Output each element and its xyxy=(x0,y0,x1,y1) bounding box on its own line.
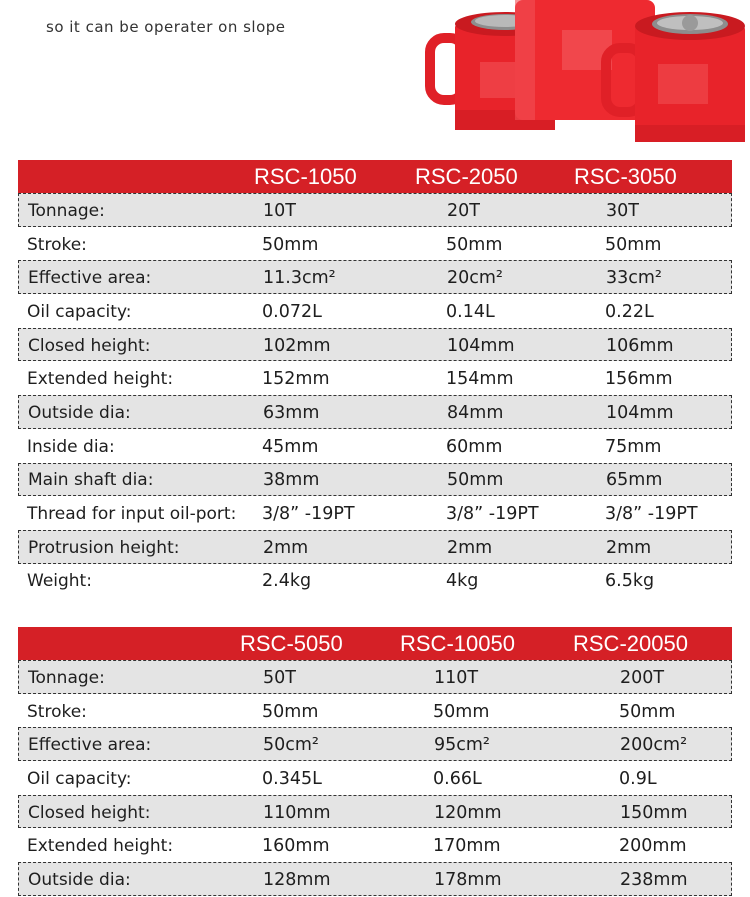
row-label: Effective area: xyxy=(28,268,152,289)
table-row xyxy=(18,862,732,896)
table-row xyxy=(18,260,732,294)
row-value: 2mm xyxy=(606,537,652,558)
row-value: 50mm xyxy=(262,701,319,722)
row-label: Extended height: xyxy=(27,369,174,390)
row-value: 2mm xyxy=(263,537,309,558)
row-value: 30T xyxy=(606,200,639,221)
row-value: 38mm xyxy=(263,470,320,491)
table-row xyxy=(18,328,732,362)
row-value: 50mm xyxy=(446,234,503,255)
row-value: 50mm xyxy=(262,234,319,255)
row-value: 84mm xyxy=(447,402,504,423)
model-header: RSC-5050 xyxy=(240,631,343,656)
row-value: 6.5kg xyxy=(605,571,655,592)
row-label: Main shaft dia: xyxy=(28,470,154,491)
row-label: Stroke: xyxy=(27,701,87,722)
row-value: 128mm xyxy=(263,869,331,890)
table-row xyxy=(18,660,732,694)
row-value: 200cm² xyxy=(620,735,688,756)
row-value: 0.072L xyxy=(262,301,322,322)
row-value: 95cm² xyxy=(434,735,490,756)
table-row xyxy=(18,530,732,564)
row-value: 154mm xyxy=(446,369,514,390)
row-value: 110T xyxy=(434,667,479,688)
row-value: 50mm xyxy=(619,701,676,722)
table-row xyxy=(18,294,732,328)
table-row xyxy=(18,463,732,497)
model-header: RSC-10050 xyxy=(400,631,515,656)
table-row xyxy=(18,496,732,530)
model-header: RSC-2050 xyxy=(415,164,518,189)
row-value: 50mm xyxy=(433,701,490,722)
row-value: 178mm xyxy=(434,869,502,890)
row-label: Closed height: xyxy=(28,335,151,356)
row-value: 160mm xyxy=(262,836,330,857)
row-label: Stroke: xyxy=(27,234,87,255)
row-label: Oil capacity: xyxy=(27,301,132,322)
row-value: 11.3cm² xyxy=(263,268,336,289)
table-row xyxy=(18,795,732,829)
row-label: Outside dia: xyxy=(28,869,131,890)
row-value: 120mm xyxy=(434,802,502,823)
row-value: 200mm xyxy=(619,836,687,857)
table-row xyxy=(18,395,732,429)
row-value: 0.22L xyxy=(605,301,654,322)
model-header: RSC-1050 xyxy=(254,164,357,189)
row-value: 106mm xyxy=(606,335,674,356)
row-value: 45mm xyxy=(262,436,319,457)
row-value: 150mm xyxy=(620,802,688,823)
row-label: Weight: xyxy=(27,571,92,592)
table-row xyxy=(18,761,732,795)
table-row xyxy=(18,361,732,395)
table-row xyxy=(18,564,732,598)
row-value: 104mm xyxy=(606,402,674,423)
row-value: 50mm xyxy=(447,470,504,491)
row-value: 0.14L xyxy=(446,301,495,322)
intro-text: so it can be operater on slope xyxy=(46,18,286,36)
row-value: 156mm xyxy=(605,369,673,390)
row-value: 63mm xyxy=(263,402,320,423)
row-value: 0.66L xyxy=(433,768,482,789)
model-header: RSC-20050 xyxy=(573,631,688,656)
row-value: 238mm xyxy=(620,869,688,890)
row-value: 0.345L xyxy=(262,768,322,789)
table-row xyxy=(18,227,732,261)
table-header xyxy=(18,160,732,193)
row-label: Extended height: xyxy=(27,836,174,857)
row-value: 50T xyxy=(263,667,296,688)
row-value: 20cm² xyxy=(447,268,503,289)
row-value: 3/8” -19PT xyxy=(446,504,539,525)
row-value: 50cm² xyxy=(263,735,319,756)
row-label: Thread for input oil-port: xyxy=(27,504,237,525)
row-label: Outside dia: xyxy=(28,402,131,423)
row-label: Closed height: xyxy=(28,802,151,823)
row-value: 75mm xyxy=(605,436,662,457)
table-row xyxy=(18,193,732,227)
row-value: 2.4kg xyxy=(262,571,312,592)
table-row xyxy=(18,694,732,728)
row-value: 60mm xyxy=(446,436,503,457)
row-value: 104mm xyxy=(447,335,515,356)
row-value: 102mm xyxy=(263,335,331,356)
spec-table-2 xyxy=(18,627,732,896)
row-value: 2mm xyxy=(447,537,493,558)
row-label: Tonnage: xyxy=(28,667,105,688)
row-value: 50mm xyxy=(605,234,662,255)
row-value: 170mm xyxy=(433,836,501,857)
row-label: Oil capacity: xyxy=(27,768,132,789)
row-value: 3/8” -19PT xyxy=(605,504,698,525)
row-label: Protrusion height: xyxy=(28,537,180,558)
row-label: Effective area: xyxy=(28,735,152,756)
row-value: 20T xyxy=(447,200,480,221)
table-row xyxy=(18,828,732,862)
model-header: RSC-3050 xyxy=(574,164,677,189)
row-label: Tonnage: xyxy=(28,200,105,221)
row-value: 0.9L xyxy=(619,768,657,789)
spec-table-1 xyxy=(18,160,732,597)
table-row xyxy=(18,429,732,463)
hydraulic-cylinder-jack-image xyxy=(410,0,750,150)
row-value: 152mm xyxy=(262,369,330,390)
row-value: 10T xyxy=(263,200,296,221)
row-label: Inside dia: xyxy=(27,436,115,457)
row-value: 3/8” -19PT xyxy=(262,504,355,525)
row-value: 4kg xyxy=(446,571,479,592)
row-value: 110mm xyxy=(263,802,331,823)
table-header xyxy=(18,627,732,660)
row-value: 33cm² xyxy=(606,268,662,289)
row-value: 65mm xyxy=(606,470,663,491)
row-value: 200T xyxy=(620,667,665,688)
table-row xyxy=(18,727,732,761)
